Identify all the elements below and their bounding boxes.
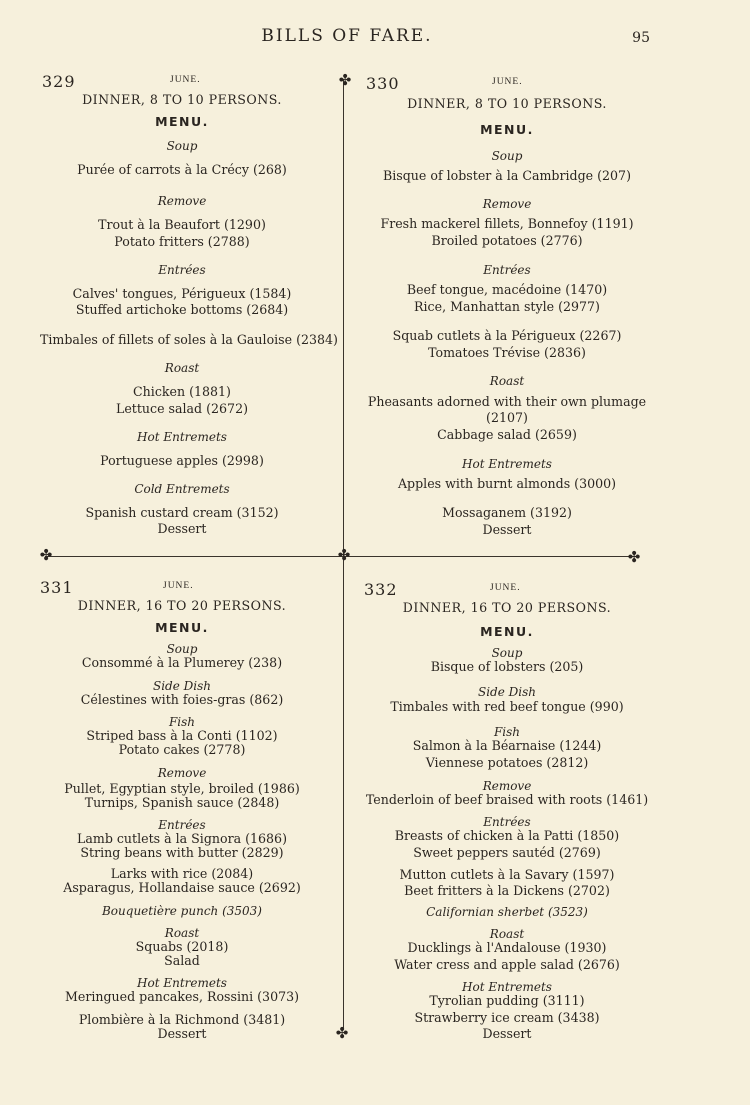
dish-line: Beet fritters à la Dickens (2702): [404, 883, 610, 898]
course-heading: Side Dish: [152, 679, 211, 693]
dish-line: Mutton cutlets à la Savary (1597): [399, 867, 615, 882]
dish-line: Meringued pancakes, Rossini (3073): [64, 989, 300, 1004]
menu-329: [40, 72, 338, 542]
dish-line: Ducklings à l'Andalouse (1930): [407, 940, 607, 955]
menu-330: [364, 74, 650, 544]
dish-line: Mossaganem (3192): [442, 505, 572, 520]
course-heading: Hot Entremets: [137, 976, 227, 990]
dish-line: Trout à la Beaufort (1290): [98, 217, 266, 232]
ornament-center-icon: ✤: [337, 546, 351, 564]
menu-331: [40, 578, 324, 1048]
dish-line: Beef tongue, macédoine (1470): [406, 282, 608, 297]
course-heading: Side Dish: [477, 685, 536, 699]
course-heading: Entrées: [158, 818, 206, 832]
dish-line: Pheasants adorned with their own plumage: [367, 394, 647, 409]
dish-line: Breasts of chicken à la Patti (1850): [394, 828, 620, 843]
course-heading: Fish: [168, 715, 196, 729]
dish-line: Larks with rice (2084): [110, 866, 254, 881]
course-heading: Remove: [482, 197, 532, 211]
dish-line: Lettuce salad (2672): [115, 401, 248, 416]
menu-number: 331: [40, 578, 74, 597]
dish-line: Chicken (1881): [133, 384, 231, 399]
page-number: 95: [632, 30, 650, 46]
course-heading: Californian sherbet (3523): [426, 905, 588, 919]
menu-number: 330: [366, 74, 400, 93]
ornament-bottom-icon: ✤: [335, 1024, 349, 1042]
dish-line: Striped bass à la Conti (1102): [86, 728, 278, 743]
dish-line: Dessert: [482, 522, 532, 537]
menu-label: MENU.: [155, 114, 209, 129]
menu-title: DINNER, 8 TO 10 PERSONS.: [82, 92, 282, 107]
course-heading: Soup: [166, 642, 198, 656]
dish-line: Squabs (2018): [135, 939, 229, 954]
dish-line: Timbales with red beef tongue (990): [390, 699, 624, 714]
dish-line: Fresh mackerel fillets, Bonnefoy (1191): [380, 216, 634, 231]
menu-title: DINNER, 16 TO 20 PERSONS.: [402, 600, 612, 615]
dish-line: Cabbage salad (2659): [437, 427, 577, 442]
dish-line: Dessert: [157, 521, 207, 536]
menu-month: JUNE.: [163, 581, 194, 591]
dish-line: Tenderloin of beef braised with roots (1461): [365, 792, 649, 807]
course-heading: Roast: [164, 361, 200, 375]
dish-line: Calves' tongues, Périgueux (1584): [72, 286, 292, 301]
running-title: BILLS OF FARE.: [261, 26, 433, 46]
dish-line: Strawberry ice cream (3438): [414, 1010, 600, 1025]
dish-line: Bisque of lobsters (205): [430, 659, 584, 674]
dish-line: Sweet peppers sautéd (2769): [413, 845, 601, 860]
dish-line: Lamb cutlets à la Signora (1686): [77, 831, 287, 846]
menu-month: JUNE.: [490, 583, 521, 593]
dish-line: Viennese potatoes (2812): [425, 755, 589, 770]
menu-label: MENU.: [480, 624, 534, 639]
dish-line: Portuguese apples (2998): [100, 453, 264, 468]
course-heading: Soup: [491, 149, 523, 163]
course-heading: Cold Entremets: [134, 482, 230, 496]
ornament-top-icon: ✤: [338, 71, 352, 89]
dish-line: Salmon à la Béarnaise (1244): [412, 738, 602, 753]
course-heading: Fish: [493, 725, 521, 739]
ornament-right-icon: ✤: [627, 548, 641, 566]
menu-title: DINNER, 8 TO 10 PERSONS.: [407, 96, 607, 111]
menu-title: DINNER, 16 TO 20 PERSONS.: [77, 598, 287, 613]
dish-line: Stuffed artichoke bottoms (2684): [75, 302, 289, 317]
course-heading: Hot Entremets: [462, 980, 552, 994]
dish-line: Potato cakes (2778): [118, 742, 246, 757]
dish-line: Broiled potatoes (2776): [431, 233, 583, 248]
menu-number: 329: [42, 72, 76, 91]
menu-label: MENU.: [480, 122, 534, 137]
menu-number: 332: [364, 580, 398, 599]
dish-line: Tyrolian pudding (3111): [429, 993, 585, 1008]
dish-line: Tomatoes Trévise (2836): [428, 345, 586, 360]
page-header: [0, 26, 750, 50]
dish-line: Purée of carrots à la Crécy (268): [77, 162, 287, 177]
course-heading: Soup: [491, 646, 523, 660]
course-heading: Roast: [164, 926, 200, 940]
course-heading: Entrées: [158, 263, 206, 277]
dish-line: Consommé à la Plumerey (238): [81, 655, 283, 670]
course-heading: Roast: [489, 374, 525, 388]
menu-332: [364, 580, 650, 1050]
dish-line: Dessert: [482, 1026, 532, 1041]
course-heading: Soup: [166, 139, 198, 153]
course-heading: Roast: [489, 927, 525, 941]
course-heading: Remove: [157, 194, 207, 208]
dish-line: Célestines with foies-gras (862): [80, 692, 284, 707]
dish-line: Salad: [164, 953, 200, 968]
dish-line: Squab cutlets à la Périgueux (2267): [392, 328, 622, 343]
dish-line: String beans with butter (2829): [80, 845, 284, 860]
dish-line: Asparagus, Hollandaise sauce (2692): [63, 880, 301, 895]
dish-line: Plombière à la Richmond (3481): [78, 1012, 286, 1027]
menu-month: JUNE.: [492, 77, 523, 87]
dish-line: Spanish custard cream (3152): [85, 505, 279, 520]
dish-line: Potato fritters (2788): [114, 234, 250, 249]
dish-line: Rice, Manhattan style (2977): [414, 299, 600, 314]
course-heading: Remove: [482, 779, 532, 793]
menu-label: MENU.: [155, 620, 209, 635]
course-heading: Remove: [157, 766, 207, 780]
ornament-left-icon: ✤: [39, 546, 53, 564]
dish-line: Bisque of lobster à la Cambridge (207): [383, 168, 631, 183]
dish-line: Apples with burnt almonds (3000): [397, 476, 617, 491]
course-heading: Entrées: [483, 263, 531, 277]
course-heading: Hot Entremets: [137, 430, 227, 444]
dish-line: Water cress and apple salad (2676): [394, 957, 620, 972]
course-heading: Hot Entremets: [462, 457, 552, 471]
dish-line: Turnips, Spanish sauce (2848): [84, 795, 280, 810]
menu-month: JUNE.: [170, 75, 201, 85]
dish-line: Timbales of fillets of soles à la Gauloise (2384): [40, 332, 338, 347]
course-heading: Entrées: [483, 815, 531, 829]
course-heading: Bouquetière punch (3503): [101, 904, 262, 918]
dish-line: (2107): [486, 410, 528, 425]
dish-line: Pullet, Egyptian style, broiled (1986): [64, 781, 300, 796]
dish-line: Dessert: [157, 1026, 207, 1041]
